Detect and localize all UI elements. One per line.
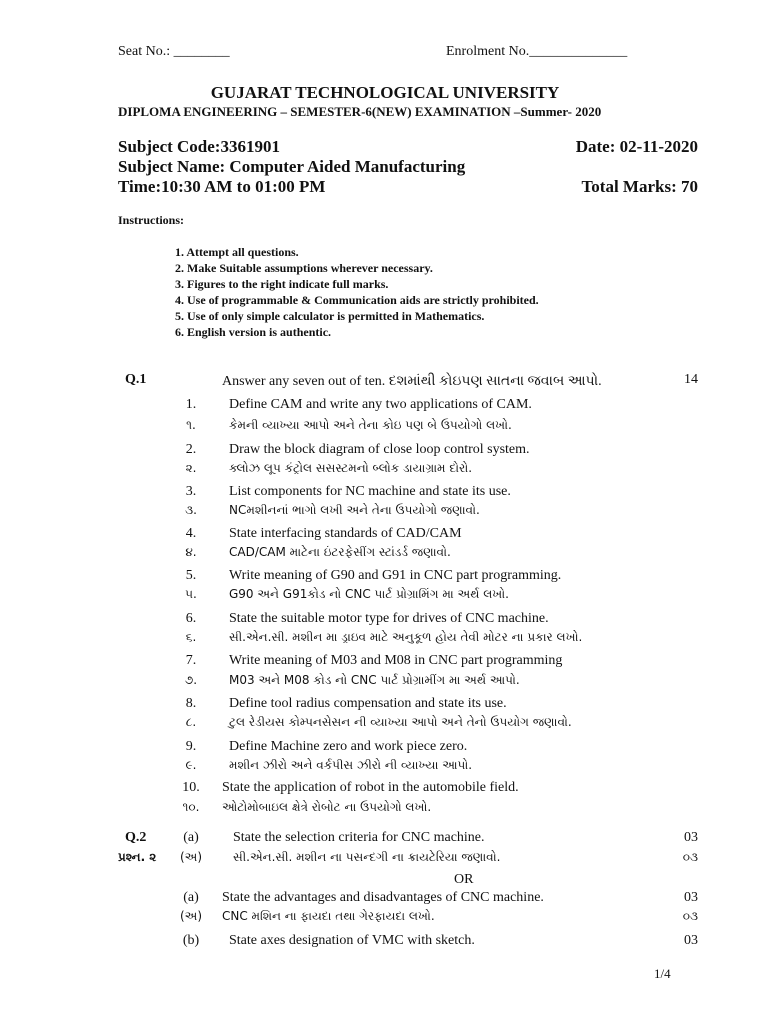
instruction-item: 6. English version is authentic.	[175, 325, 332, 339]
item-number-gujarati: ૮.	[185, 715, 197, 729]
question-english: State axes designation of VMC with sketch.	[229, 933, 475, 948]
question-english: Write meaning of G90 and G91 in CNC part programming.	[229, 568, 562, 583]
item-number: 6.	[185, 611, 197, 626]
question-1-instruction: Answer any seven out of ten. દશમાંથી કોઇપણ સાતના જવાબ આપો.	[222, 374, 602, 389]
item-number-gujarati: ૧૦.	[182, 800, 200, 814]
question-gujarati: ક્લોઝ લૂપ કંટ્રોલ સસસ્ટમનો બ્લોક ડાયાગ્રામ દોરો.	[229, 461, 473, 475]
question-english: State the suitable motor type for drives of CNC machine.	[229, 611, 549, 626]
item-number-gujarati: ૨.	[185, 461, 197, 475]
marks-gujarati: ૦૩	[682, 909, 698, 923]
question-gujarati: સી.એન.સી. મશીન ના પસન્દગી ના ક્રાયટેરિયા જણાવો.	[233, 850, 501, 864]
item-number-gujarati: ૫.	[185, 587, 197, 601]
question-gujarati: સી.એન.સી. મશીન મા ડ્રાઇવ માટે અનુકૂળ હોય તેવી મોટર ના પ્રકાર લખો.	[229, 630, 583, 644]
sub-question-number-gujarati: (અ)	[179, 850, 203, 864]
instruction-item: 1. Attempt all questions.	[175, 245, 299, 259]
subject-name: Subject Name: Computer Aided Manufacturing	[118, 157, 466, 176]
instruction-item: 3. Figures to the right indicate full marks.	[175, 277, 389, 291]
item-number: 10.	[182, 780, 200, 795]
question-english: Define Machine zero and work piece zero.	[229, 739, 468, 754]
question-gujarati: G90 અને G91કોડ નો CNC પાર્ટ પ્રોગ્રામિંગ મા અર્થ લખો.	[229, 587, 509, 601]
total-marks: Total Marks: 70	[581, 177, 698, 196]
question-english: Define CAM and write any two applications of CAM.	[229, 397, 532, 412]
seat-number: Seat No.: ________	[118, 44, 230, 59]
question-english: List components for NC machine and state its use.	[229, 484, 511, 499]
question-english: State the selection criteria for CNC machine.	[233, 830, 485, 845]
item-number-gujarati: ૭.	[184, 673, 198, 687]
marks: 03	[684, 933, 698, 948]
sub-question-number-gujarati: (અ)	[179, 909, 203, 923]
subject-code: Subject Code:3361901	[118, 137, 280, 156]
item-number-gujarati: ૯.	[185, 758, 197, 772]
marks: 03	[684, 830, 698, 845]
item-number-gujarati: ૩.	[185, 503, 197, 517]
instruction-item: 5. Use of only simple calculator is permitted in Mathematics.	[175, 309, 485, 323]
question-gujarati: M03 અને M08 કોડ નો CNC પાર્ટ પ્રોગ્રામીંગ મા અર્થ આપો.	[229, 673, 520, 687]
item-number: 1.	[185, 397, 197, 412]
instruction-item: 4. Use of programmable & Communication aids are strictly prohibited.	[175, 293, 539, 307]
question-english: Draw the block diagram of close loop control system.	[229, 442, 530, 457]
exam-time: Time:10:30 AM to 01:00 PM	[118, 177, 326, 196]
question-english: Define tool radius compensation and state its use.	[229, 696, 507, 711]
item-number-gujarati: ૧.	[186, 418, 196, 432]
item-number-gujarati: ૪.	[185, 545, 197, 559]
question-english: State the application of robot in the automobile field.	[222, 780, 519, 795]
question-1-label: Q.1	[125, 372, 147, 387]
marks: 03	[684, 890, 698, 905]
item-number: 7.	[185, 653, 197, 668]
exam-title: DIPLOMA ENGINEERING – SEMESTER-6(NEW) EXAMINATION –Summer- 2020	[118, 104, 602, 119]
item-number: 4.	[185, 526, 197, 541]
item-number: 8.	[185, 696, 197, 711]
question-gujarati: ઓટોમોબાઇલ ક્ષેત્રે રોબોટ ના ઉપયોગો લખો.	[222, 800, 432, 814]
enrolment-number: Enrolment No.______________	[446, 44, 628, 59]
marks-gujarati: ૦૩	[682, 850, 698, 864]
question-english: Write meaning of M03 and M08 in CNC part programming	[229, 653, 563, 668]
page-number: 1/4	[654, 966, 671, 981]
question-english: State interfacing standards of CAD/CAM	[229, 526, 462, 541]
item-number: 2.	[185, 442, 197, 457]
question-2-label: Q.2	[125, 830, 147, 845]
item-number: 9.	[185, 739, 197, 754]
sub-question-number: (a)	[183, 890, 199, 905]
item-number-gujarati: ૬.	[185, 630, 197, 644]
question-1-marks: 14	[684, 372, 698, 387]
question-english: State the advantages and disadvantages of CNC machine.	[222, 890, 544, 905]
question-gujarati: NCમશીનનાં ભાગો લખી અને તેના ઉપયોગો જણાવો.	[229, 503, 480, 517]
question-gujarati: કેમની વ્યાખ્યા આપો અને તેના કોઇ પણ બે ઉપયોગો લખો.	[229, 418, 512, 432]
sub-question-number: (a)	[183, 830, 199, 845]
question-2-label-gujarati: પ્રશ્ન. ૨	[118, 850, 157, 864]
or-separator: OR	[454, 872, 474, 887]
item-number: 3.	[185, 484, 197, 499]
sub-question-number: (b)	[182, 933, 200, 948]
question-gujarati: CNC મશિન ના ફાયદા તથા ગેરફાયદા લખો.	[222, 909, 435, 923]
instruction-item: 2. Make Suitable assumptions wherever necessary.	[175, 261, 433, 275]
instructions-title: Instructions:	[118, 213, 185, 227]
exam-date: Date: 02-11-2020	[575, 137, 698, 156]
question-gujarati: મશીન ઝીરો અને વર્કપીસ ઝીરો ની વ્યાખ્યા આપો.	[229, 758, 473, 772]
university-title: GUJARAT TECHNOLOGICAL UNIVERSITY	[210, 83, 560, 102]
question-gujarati: CAD/CAM માટેના ઇંટરફેસીંગ સ્ટાંડર્ડ જણાવો.	[229, 545, 451, 559]
item-number: 5.	[185, 568, 197, 583]
question-gujarati: ટુલ રેડીયસ કોમ્પનસેસન ની વ્યાખ્યા આપો અને તેનો ઉપયોગ જણાવો.	[229, 715, 572, 729]
